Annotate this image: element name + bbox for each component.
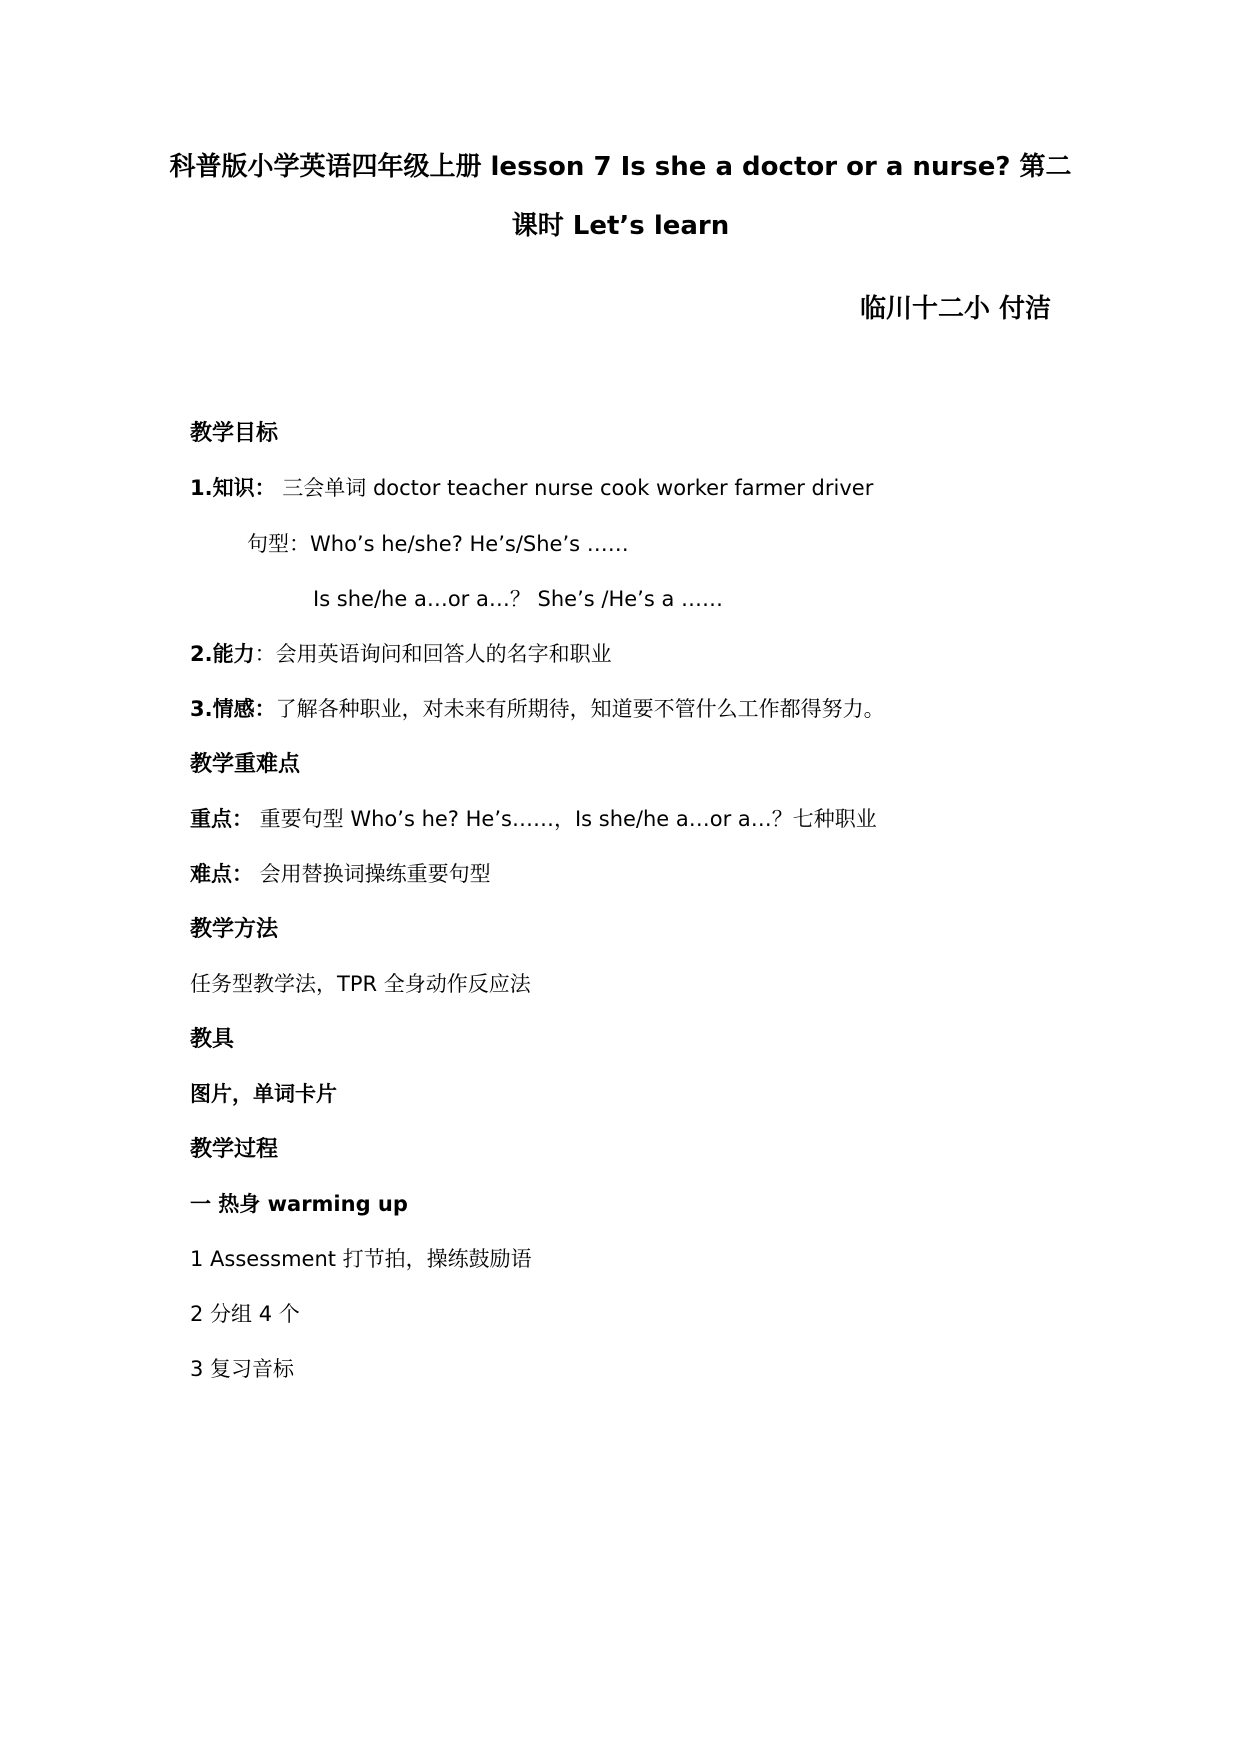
heading-teaching-tools: 教具	[190, 1027, 235, 1052]
process-step-2: 2 分组 4 个	[190, 1302, 300, 1326]
knowledge-label: 1.知识：	[190, 476, 276, 500]
knowledge-text: 三会单词 doctor teacher nurse cook worker farmer driver	[275, 476, 874, 500]
heading-key-points: 教学重难点	[190, 752, 301, 777]
heading-teaching-process: 教学过程	[190, 1137, 279, 1162]
emotion-label: 3.情感：	[190, 697, 276, 721]
heading-teaching-methods: 教学方法	[190, 917, 279, 942]
sentence-pattern-2: Is she/he a…or a…？ She’s /He’s a ……	[313, 587, 724, 611]
heading-teaching-goals: 教学目标	[190, 421, 279, 446]
goal-ability	[190, 638, 612, 668]
difficulty-label: 难点：	[190, 862, 253, 886]
author: 临川十二小 付洁	[859, 294, 1051, 324]
process-step-1: 1 Assessment 打节拍，操练鼓励语	[190, 1247, 532, 1271]
key-focus	[190, 803, 877, 833]
difficulty-text: 会用替换词操练重要句型	[253, 862, 491, 886]
warmup-heading: 一 热身 warming up	[190, 1192, 408, 1216]
teaching-methods-text: 任务型教学法，TPR 全身动作反应法	[190, 972, 531, 996]
document-title-line-1: 科普版小学英语四年级上册 lesson 7 Is she a doctor or a nurse? 第二	[169, 152, 1072, 182]
focus-text: 重要句型 Who’s he? He’s……，Is she/he a…or a…？七种职业	[253, 807, 877, 831]
document-title-line-2: 课时 Let’s learn	[511, 211, 730, 241]
focus-label: 重点：	[190, 807, 253, 831]
goal-knowledge	[190, 472, 873, 502]
key-difficulty	[190, 858, 491, 888]
sentence-pattern-1: 句型：Who’s he/she? He’s/She’s ……	[247, 532, 629, 556]
process-step-3: 3 复习音标	[190, 1357, 295, 1381]
goal-emotion	[190, 693, 885, 723]
teaching-tools-text: 图片，单词卡片	[190, 1082, 337, 1106]
emotion-text: 了解各种职业，对未来有所期待，知道要不管什么工作都得努力。	[275, 697, 885, 721]
ability-label: 2.能力	[190, 642, 255, 666]
ability-text: ：会用英语询问和回答人的名字和职业	[254, 642, 612, 666]
